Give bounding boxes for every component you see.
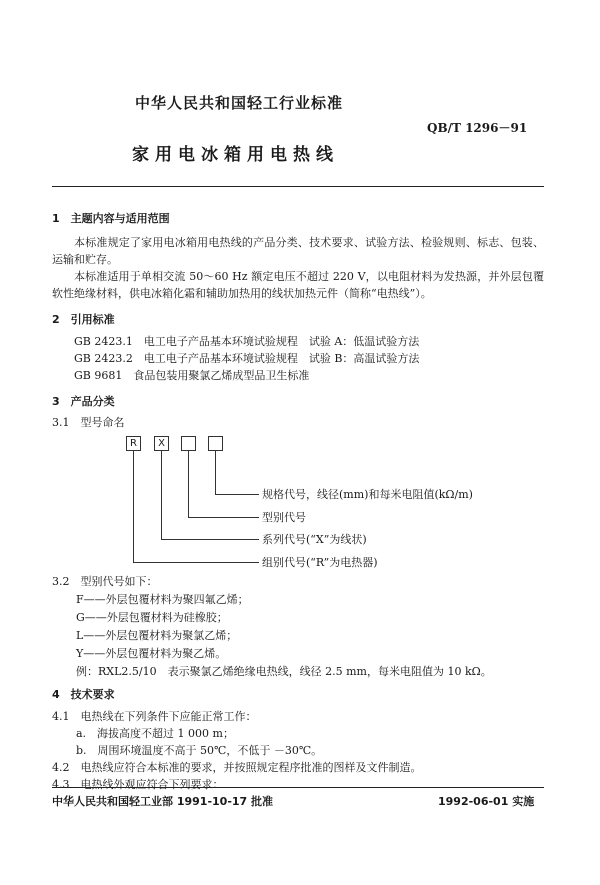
approval-date: 中华人民共和国轻工业部 1991-10-17 批准 xyxy=(52,795,274,808)
connector-line xyxy=(215,451,216,494)
section-2-heading: 2 引用标准 xyxy=(52,313,115,326)
reference-item: GB 2423.1 电工电子产品基本环境试验规程 试验 A：低温试验方法 xyxy=(74,335,420,348)
subsection-3-1: 3.1 型号命名 xyxy=(52,416,125,429)
type-item: Y——外层包覆材料为聚乙烯。 xyxy=(76,647,227,660)
subsection-4-2: 4.2 电热线应符合本标准的要求，并按照规定程序批准的图样及文件制造。 xyxy=(52,761,422,774)
footer-divider xyxy=(52,787,544,788)
connector-line xyxy=(215,494,259,495)
subsection-4-3: 4.3 电热线外观应符合下列要求： xyxy=(52,778,224,791)
model-box-series: X xyxy=(154,436,169,451)
section-1-paragraph-1: 本标准规定了家用电冰箱用电热线的产品分类、技术要求、试验方法、检验规则、标志、包装、运输和贮存。 xyxy=(52,236,544,266)
condition-b: b. 周围环境温度不高于 50℃，不低于 －30℃。 xyxy=(76,744,323,757)
model-example: 例：RXL2.5/10 表示聚氯乙烯绝缘电热线，线径 2.5 mm，每米电阻值为 10 kΩ。 xyxy=(76,665,492,678)
connector-line xyxy=(161,539,259,540)
issuing-organization: 中华人民共和国轻工行业标准 xyxy=(135,94,344,112)
reference-item: GB 9681 食品包装用聚氯乙烯成型品卫生标准 xyxy=(74,369,310,382)
section-3-heading: 3 产品分类 xyxy=(52,395,115,408)
subsection-3-2: 3.2 型别代号如下： xyxy=(52,575,158,588)
model-box-spec xyxy=(208,436,223,451)
connector-line xyxy=(188,517,259,518)
connector-line xyxy=(188,451,189,517)
condition-a: a. 海拔高度不超过 1 000 m； xyxy=(76,727,234,740)
connector-line xyxy=(133,451,134,562)
type-item: F——外层包覆材料为聚四氟乙烯； xyxy=(76,593,249,606)
standard-number: QB/T 1296－91 xyxy=(427,121,528,135)
reference-item: GB 2423.2 电工电子产品基本环境试验规程 试验 B：高温试验方法 xyxy=(74,352,420,365)
effective-date: 1992-06-01 实施 xyxy=(438,795,535,808)
model-box-group: R xyxy=(126,436,141,451)
subsection-4-1: 4.1 电热线在下列条件下应能正常工作： xyxy=(52,710,257,723)
model-box-type xyxy=(181,436,196,451)
section-4-heading: 4 技术要求 xyxy=(52,688,115,701)
model-label-spec: 规格代号，线径(mm)和每米电阻值(kΩ/m) xyxy=(262,488,473,501)
model-label-type: 型别代号 xyxy=(262,511,306,524)
model-label-series: 系列代号(“X”为线状) xyxy=(262,533,367,546)
section-1-heading: 1 主题内容与适用范围 xyxy=(52,212,170,225)
connector-line xyxy=(161,451,162,539)
model-label-group: 组别代号(“R”为电热器) xyxy=(262,556,378,569)
type-item: G——外层包覆材料为硅橡胶； xyxy=(76,611,228,624)
connector-line xyxy=(133,562,259,563)
section-1-paragraph-2: 本标准适用于单相交流 50～60 Hz 额定电压不超过 220 V，以电阻材料为发热源，并外层包覆软性绝缘材料，供电冰箱化霜和辅助加热用的线状加热元件（简称“电热线”）。 xyxy=(52,270,544,300)
header-divider xyxy=(52,186,544,187)
type-item: L——外层包覆材料为聚氯乙烯； xyxy=(76,629,238,642)
document-title: 家用电冰箱用电热线 xyxy=(132,145,339,165)
